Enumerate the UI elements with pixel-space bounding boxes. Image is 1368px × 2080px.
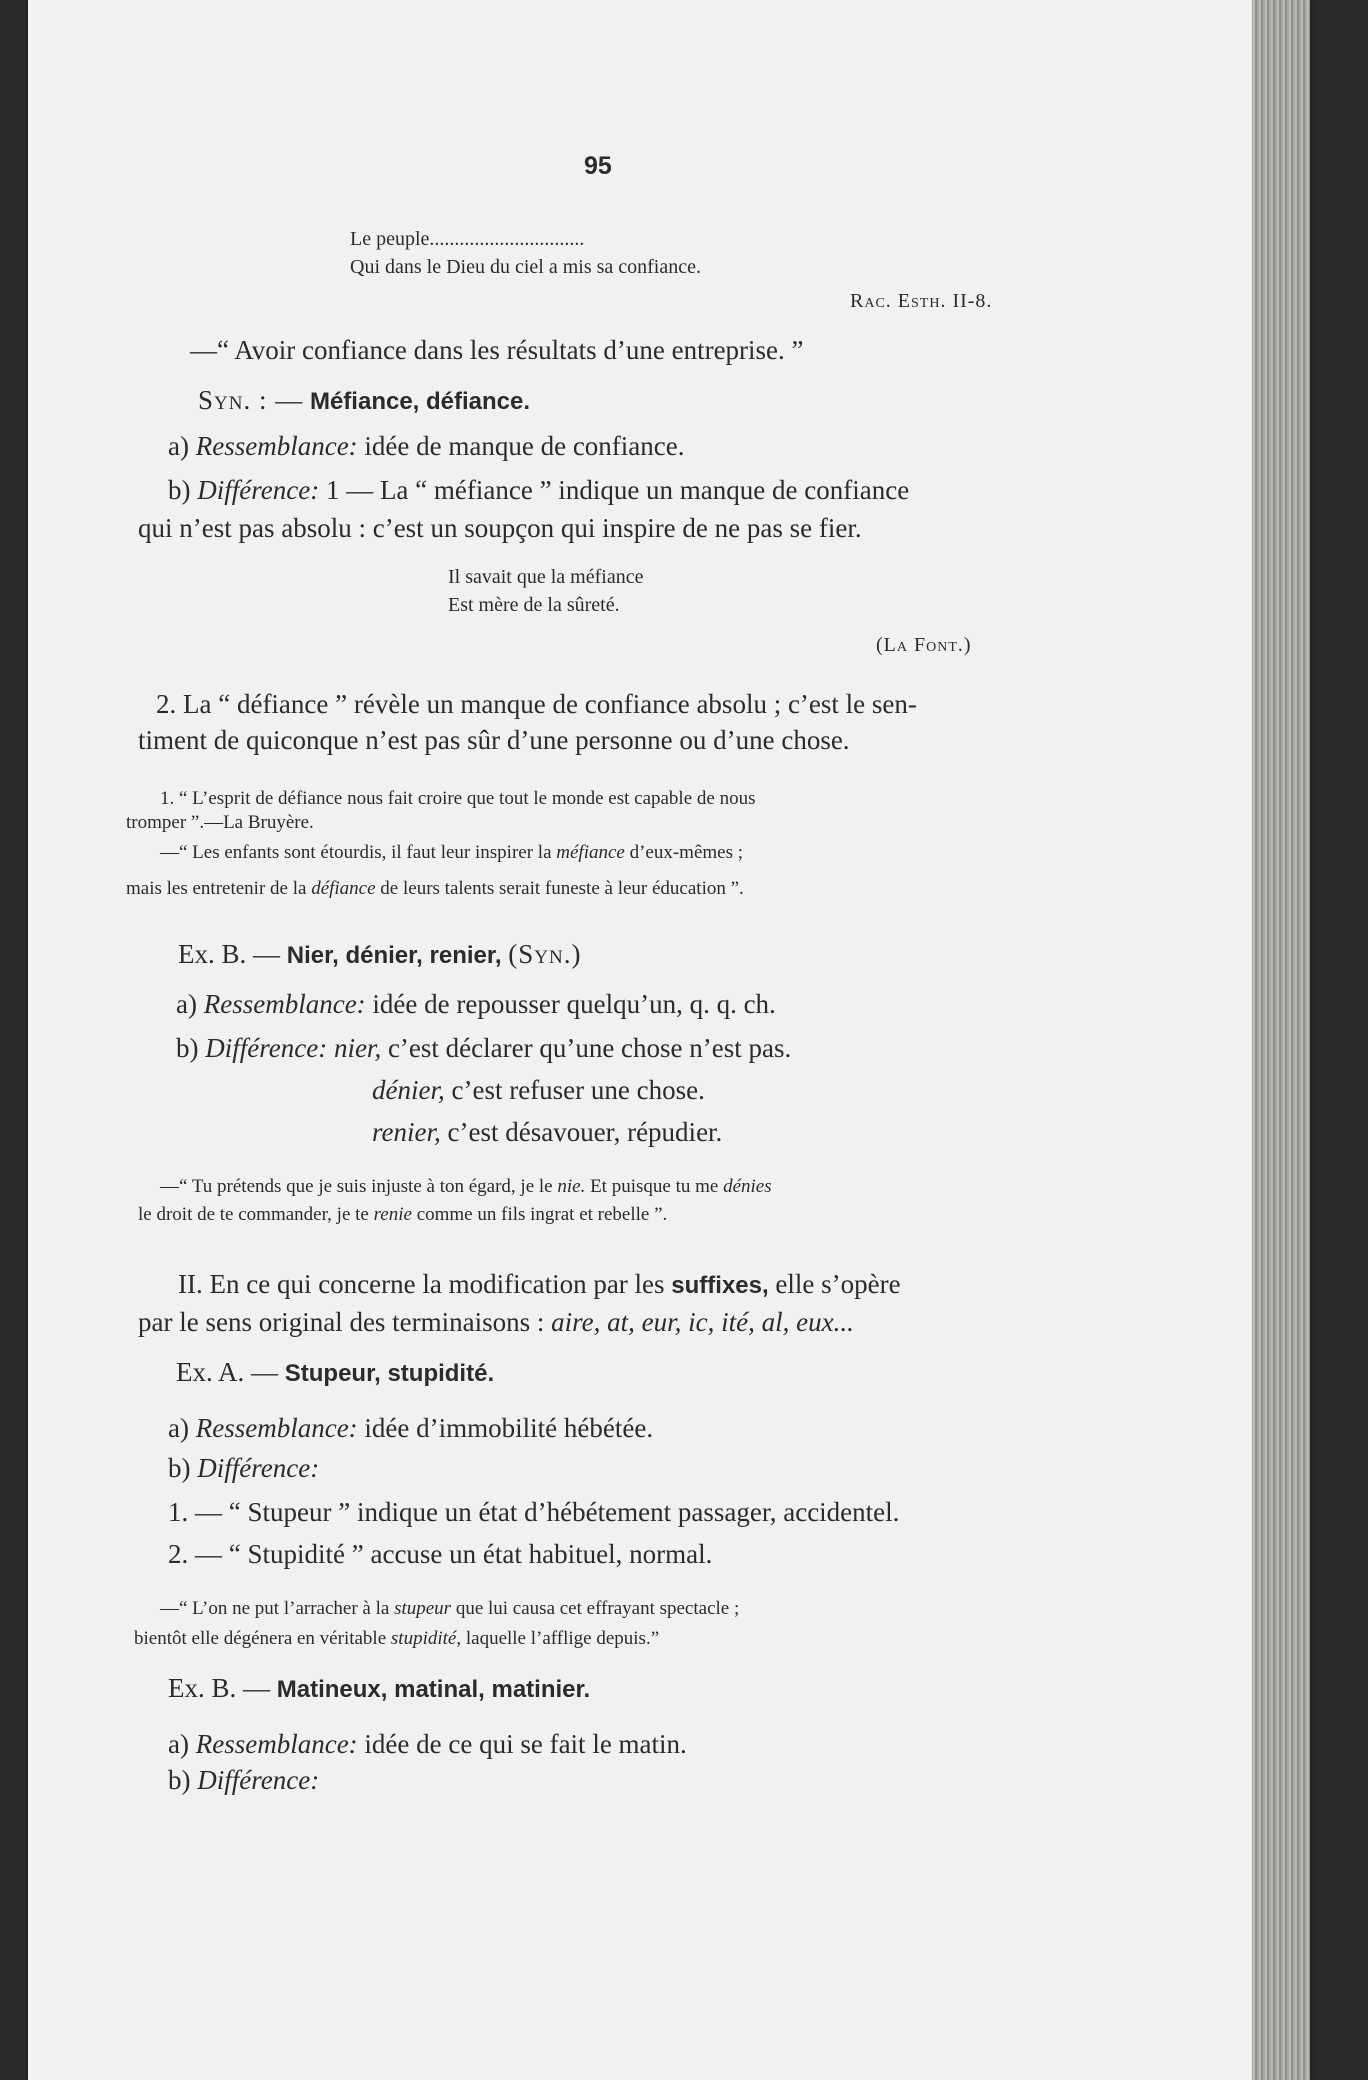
b4-label: Différence:: [197, 1765, 320, 1795]
b3-label: Différence:: [197, 1453, 320, 1483]
a1-text: idée de manque de confiance.: [364, 431, 685, 461]
b3-line: [168, 1450, 319, 1486]
b3-letter: b): [168, 1453, 191, 1483]
ex1-line3: [160, 840, 743, 865]
a3-line: [168, 1410, 653, 1446]
ex1-l3c: d’eux-mêmes ;: [624, 842, 744, 863]
ex2-l1c: Et puisque tu me: [585, 1176, 724, 1197]
ex1-l4c: de leurs talents serait funeste à leur éducation ”.: [375, 878, 744, 899]
syn1-heading: [198, 382, 530, 420]
b2-r3-word: renier,: [372, 1117, 441, 1147]
b2-r1-word: nier,: [333, 1033, 382, 1063]
b1-text: 1 — La “ méfiance ” indique un manque de confiance: [325, 475, 910, 505]
exB-prefix: Ex. B. —: [178, 939, 281, 969]
exA-prefix: Ex. A. —: [176, 1357, 279, 1387]
a1-label: Ressemblance:: [195, 431, 358, 461]
ex3-l2a: bientôt elle dégénera en véritable: [134, 1628, 391, 1649]
ex2-l2b: renie: [373, 1204, 412, 1225]
exA-words: Stupeur, stupidité.: [284, 1360, 495, 1387]
ex2-l1d: dénies: [723, 1176, 772, 1197]
a1-letter: a): [168, 431, 189, 461]
ex2-line1: [160, 1174, 772, 1199]
ex3-l2c: laquelle l’afflige depuis.”: [461, 1628, 660, 1649]
ex3-l2b: stupidité,: [390, 1628, 462, 1649]
a1-line: [168, 428, 685, 464]
b2-r2-word: dénier,: [372, 1075, 445, 1105]
book-page: [28, 0, 1310, 2080]
quote2-line2: Est mère de la sûreté.: [448, 594, 620, 616]
ex3-line1: [160, 1596, 739, 1621]
b2-row2: [372, 1072, 705, 1108]
exB2-prefix: Ex. B. —: [168, 1673, 271, 1703]
b1-line: [168, 472, 909, 508]
b2-r2-text: c’est refuser une chose.: [451, 1075, 705, 1105]
a4-text: idée de ce qui se fait le matin.: [364, 1729, 687, 1759]
b2-row3: [372, 1114, 722, 1150]
a4-letter: a): [168, 1729, 189, 1759]
ex1-line4: [126, 876, 744, 901]
a3-label: Ressemblance:: [195, 1413, 358, 1443]
ex1-l4b: défiance: [311, 878, 376, 899]
page-number: 95: [584, 152, 612, 180]
stupidite-line: 2. — “ Stupidité ” accuse un état habituel, normal.: [168, 1539, 713, 1569]
ex1-l3a: —“ Les enfants sont étourdis, il faut leur inspirer la: [160, 842, 557, 863]
exB2-heading: [168, 1670, 590, 1708]
a3-letter: a): [168, 1413, 189, 1443]
quote2-source: (La Font.): [876, 634, 972, 656]
ii-l1b: suffixes,: [671, 1272, 769, 1299]
a2-letter: a): [176, 989, 197, 1019]
ex2-l2c: comme un fils ingrat et rebelle ”.: [411, 1204, 668, 1225]
stupeur-line: 1. — “ Stupeur ” indique un état d’hébétement passager, accidentel.: [168, 1497, 900, 1527]
ii-l2a: par le sens original des terminaisons :: [138, 1307, 552, 1337]
ex2-l1b: nie.: [557, 1176, 586, 1197]
b1-label: Différence:: [197, 475, 320, 505]
exB2-words: Matineux, matinal, matinier.: [276, 1676, 591, 1703]
b2-line: [176, 1030, 791, 1066]
ex3-l1c: que lui causa cet effrayant spectacle ;: [451, 1598, 740, 1619]
ex2-line2: [138, 1202, 667, 1227]
b2-r1-text: c’est déclarer qu’une chose n’est pas.: [387, 1033, 792, 1063]
ii-l2b: aire, at, eur, ic, ité, al, eux...: [551, 1307, 854, 1337]
exB-suffix: (Syn.): [508, 939, 582, 969]
quote1-source: Rac. Esth. II-8.: [850, 290, 993, 312]
ii-line1: [178, 1266, 901, 1304]
b1-continuation: qui n’est pas absolu : c’est un soupçon qui inspire de ne pas se fier.: [138, 513, 862, 543]
ii-l1a: II. En ce qui concerne la modification par les: [178, 1269, 672, 1299]
ex3-l1a: —“ L’on ne put l’arracher à la: [160, 1598, 395, 1619]
ex3-l1b: stupeur: [394, 1598, 452, 1619]
ex1-line1: 1. “ L’esprit de défiance nous fait croire que tout le monde est capable de nous: [160, 788, 756, 809]
b4-line: [168, 1762, 319, 1798]
ii-l1c: elle s’opère: [768, 1269, 901, 1299]
exB-heading: [178, 936, 582, 974]
page-edge: [1252, 0, 1310, 2080]
quote1-line1: Le peuple...............................: [350, 228, 585, 250]
quote2-line1: Il savait que la méfiance: [448, 566, 644, 588]
b2-label: Différence:: [205, 1033, 328, 1063]
a4-label: Ressemblance:: [195, 1729, 358, 1759]
ex1-line2: tromper ”.—La Bruyère.: [126, 812, 314, 833]
b2-letter: b): [176, 1033, 199, 1063]
exA-heading: [176, 1354, 494, 1392]
exB-words: Nier, dénier, renier,: [286, 942, 502, 969]
ex3-line2: [134, 1626, 659, 1651]
quote1-line2: Qui dans le Dieu du ciel a mis sa confiance.: [350, 256, 701, 278]
ex1-l3b: méfiance: [556, 842, 625, 863]
a3-text: idée d’immobilité hébétée.: [364, 1413, 654, 1443]
syn1-words: Méfiance, défiance.: [309, 388, 531, 415]
syn1-prefix: Syn. : —: [198, 385, 304, 415]
p2-line1: 2. La “ défiance ” révèle un manque de confiance absolu ; c’est le sen-: [156, 689, 917, 719]
ex1-l4a: mais les entretenir de la: [126, 878, 312, 899]
a2-line: [176, 986, 776, 1022]
a2-text: idée de repousser quelqu’un, q. q. ch.: [372, 989, 776, 1019]
ex2-l2a: le droit de te commander, je te: [138, 1204, 374, 1225]
line-avoir: —“ Avoir confiance dans les résultats d’une entreprise. ”: [190, 335, 804, 365]
b1-letter: b): [168, 475, 191, 505]
a2-label: Ressemblance:: [203, 989, 366, 1019]
b2-r3-text: c’est désavouer, répudier.: [447, 1117, 723, 1147]
ii-line2: [138, 1304, 854, 1340]
ex2-l1a: —“ Tu prétends que je suis injuste à ton égard, je le: [160, 1176, 558, 1197]
a4-line: [168, 1726, 687, 1762]
p2-line2: timent de quiconque n’est pas sûr d’une personne ou d’une chose.: [138, 725, 850, 755]
b4-letter: b): [168, 1765, 191, 1795]
